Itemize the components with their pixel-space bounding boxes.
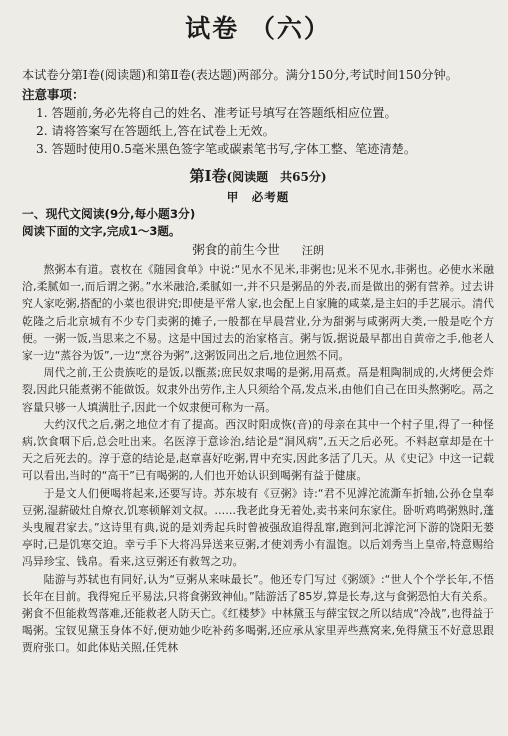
article-paragraph: 大约汉代之后,粥之地位才有了提高。西汉时阳成恢(音)的母亲在其中一个村子里,得了一种怪病,饮食咽下后,总会吐出来。名医淳于意诊治,结论是“洞风病”,五天之后必死。不料赵章却是在十天之后死去的。淳于意的结论是,赵章喜好吃粥,胃中充实,因此多活了几天。从《史记》中这一记载可以看出,当时的“高干”已有喝粥的,人们也开始认识到喝粥有益于健康。	[22, 417, 494, 483]
article-paragraph: 周代之前,王公贵族吃的是饭,以甑蒸;庶民奴隶喝的是粥,用鬲煮。鬲是粗陶制成的,火烤便会炸裂,因此只能煮粥不能做饭。奴隶外出劳作,主人只须给个鬲,发点米,由他们自己在田头熬粥吃。鬲之容量只够一人填满肚子,因此一个奴隶便可称为一鬲。	[22, 366, 494, 414]
reading-instruction: 阅读下面的文字,完成1～3题。	[22, 224, 181, 238]
required-heading: 甲 必考题	[226, 190, 290, 204]
exam-intro: 本试卷分第Ⅰ卷(阅读题)和第Ⅱ卷(表达题)两部分。满分150分,考试时间150分钟。	[22, 68, 458, 82]
note-item: 3. 答题时使用0.5毫米黑色签字笔或碳素笔书写,字体工整、笔迹清楚。	[36, 142, 417, 156]
section-title	[22, 166, 494, 187]
section-subtitle: (阅读题 共65分)	[226, 170, 327, 184]
article-paragraph: 陆游与苏轼也有同好,认为“豆粥从来味最长”。他还专门写过《粥颂》:“世人个个学长年,不悟长年在目前。我得宛丘平易法,只将食粥致神仙。”陆游活了85岁,算是长寿,这与食粥恐怕大有关系。粥食不但能救驾落难,还能救老人防天亡。《红楼梦》中林黛玉与薛宝钗之所以结成“冷战”,也得益于喝粥。宝钗见黛玉身体不好,便劝她少吃补药多喝粥,还应承从家里弄些燕窝来,免得黛玉不好意思跟贾府张口。如此体贴关照,任凭林	[22, 572, 494, 655]
note-item: 2. 请将答案写在答题纸上,答在试卷上无效。	[36, 124, 275, 138]
article-paragraph: 熬粥本有道。袁枚在《随园食单》中说:“见水不见米,非粥也;见米不见水,非粥也。必使水米融洽,柔腻如一,而后谓之粥。”水米融洽,柔腻如一,并不只是粥品的外表,而是做出的粥有营养。过去讲究人家吃粥,搭配的小菜也很讲究;即使是平常人家,也会配上自家腌的咸菜,是主妇的手艺展示。清代乾隆之后北京城有不少专门卖粥的摊子,一般都在早晨营业,分为甜粥与咸粥两大类,一般是吃个方便。一粥一饭,当思来之不易。这是中国过去的治家格言。粥与饭,据说最早都出自黄帝之手,他老人家一边“蒸谷为饭”,一边“烹谷为粥”,这粥饭同出之后,地位迥然不同。	[22, 263, 494, 363]
article-paragraph: 于是文人们便喝将起来,还要写诗。苏东坡有《豆粥》诗:“君不见滹沱流澌车折轴,公孙仓皇奉豆粥,湿薪破灶自燎衣,饥寒顿解刘文叔。……我老此身无着处,卖书来问东家住。卧听鸡鸣粥熟时,蓬头曳履君家去。”这诗里有典,说的是刘秀起兵时曾被强敌追得乱窜,跑到河北滹沱河下游的饶阳无蒌亭时,已是饥寒交迫。幸亏手下大将冯异送来豆粥,才使刘秀小有温饱。以后刘秀当上皇帝,特意赐给冯异珍宝、钱帛。看来,这豆粥还有救驾之功。	[22, 486, 494, 569]
question-header: 一、现代文阅读(9分,每小题3分)	[22, 207, 196, 221]
article-title-line	[22, 241, 494, 260]
article-title: 粥食的前生今世	[192, 242, 280, 257]
note-item: 1. 答题前,务必先将自己的姓名、准考证号填写在答题纸相应位置。	[36, 106, 397, 120]
notes-heading: 注意事项：	[22, 87, 85, 102]
article-author: 汪朗	[301, 244, 324, 257]
section-name: 第Ⅰ卷	[189, 167, 227, 185]
exam-title: 试卷 （六）	[185, 14, 331, 43]
